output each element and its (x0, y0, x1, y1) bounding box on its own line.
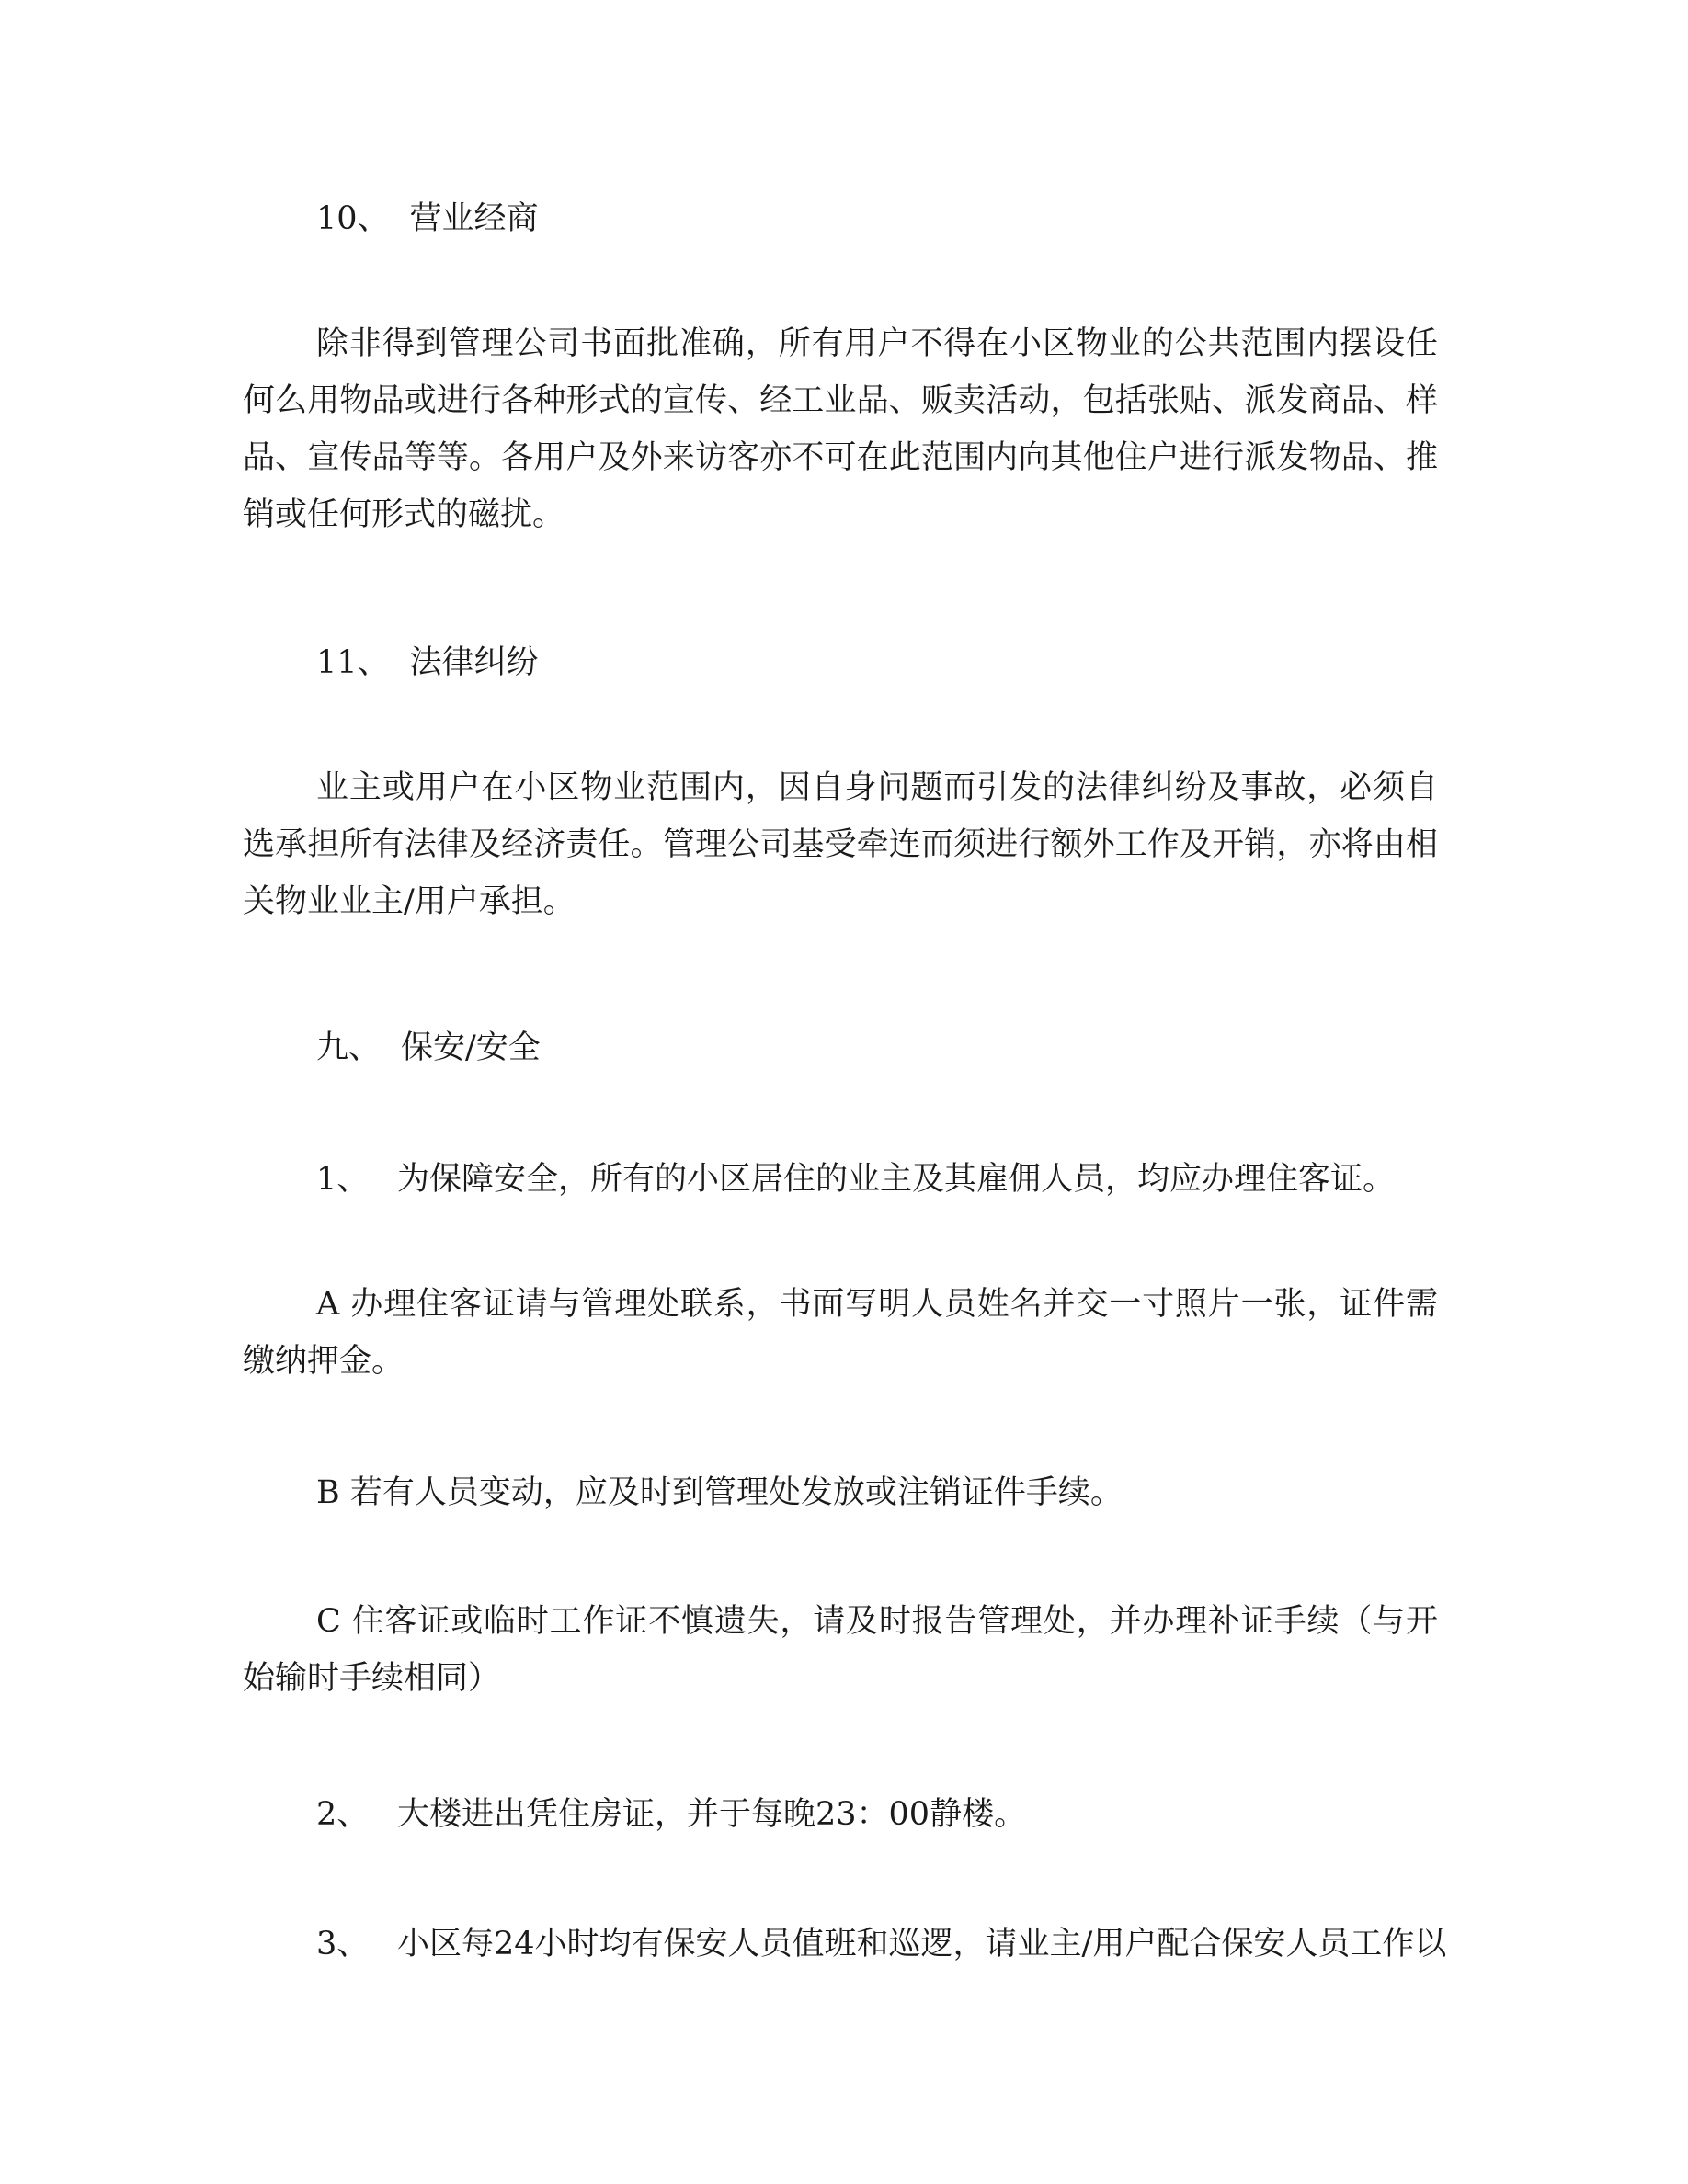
paragraph-business: 除非得到管理公司书面批准确，所有用户不得在小区物业的公共范围内摆设任何么用物品或进行各种形式的宣传、经工业品、贩卖活动，包括张贴、派发商品、样品、宣传品等等。各用户及外来访客亦不可在此范围内向其他住户进行派发物品、推销或任何形式的磁扰。 (243, 325, 1438, 533)
list-item-3 (243, 1916, 1511, 1973)
item-text: 大楼进出凭住房证，并于每晚23：00静楼。 (397, 1796, 1027, 1833)
item-number: 3、 (316, 1926, 370, 1962)
list-item-2 (243, 1786, 1511, 1843)
section-number: 11、 (316, 644, 390, 681)
item-text: 为保障安全，所有的小区居住的业主及其雇佣人员，均应办理住客证。 (397, 1161, 1396, 1198)
item-number: 1、 (316, 1161, 370, 1198)
item-text: 小区每24小时均有保安人员值班和巡逻，请业主/用户配合保安人员工作以 (397, 1926, 1447, 1962)
paragraph-legal-disputes: 业主或用户在小区物业范围内，因自身问题而引发的法律纠纷及事故，必须自选承担所有法律及经济责任。管理公司基受牵连而须进行额外工作及开销，亦将由相关物业业主/用户承担。 (243, 769, 1438, 920)
chapter-heading-security (243, 1019, 1511, 1076)
item-number: 2、 (316, 1796, 370, 1833)
section-heading-11 (243, 634, 1511, 691)
section-title: 营业经商 (409, 200, 539, 237)
list-item-1 (243, 1151, 1511, 1208)
section-title: 法律纠纷 (409, 644, 539, 681)
section-heading-10 (243, 190, 1511, 247)
section-title: 保安/安全 (401, 1029, 541, 1066)
paragraph-item-b: B 若有人员变动，应及时到管理处发放或注销证件手续。 (316, 1474, 1123, 1511)
paragraph-item-c: C 住客证或临时工作证不慎遗失，请及时报告管理处，并办理补证手续（与开始输时手续相同） (243, 1603, 1438, 1697)
section-number: 九、 (316, 1029, 382, 1066)
section-number: 10、 (316, 200, 390, 237)
paragraph-item-a: A 办理住客证请与管理处联系，书面写明人员姓名并交一寸照片一张，证件需缴纳押金。 (243, 1286, 1438, 1380)
